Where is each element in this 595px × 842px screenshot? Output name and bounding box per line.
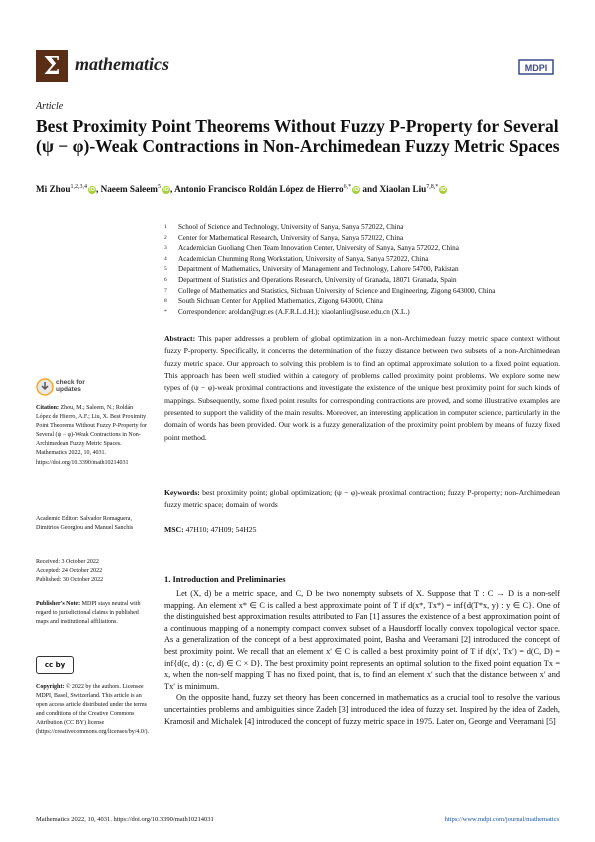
copyright-text: © 2022 by the authors. Licensee MDPI, Basel, Switzerland. This article is an open access article distributed under the terms and conditions of the Creative Commons Attribution (CC BY) license (https://creativecommons.org/licenses/by/4.0/). [36,684,150,736]
keywords-label: Keywords: [164,488,200,497]
journal-name: mathematics [75,54,169,74]
affil-text: Correspondence: aroldan@ugr.es (A.F.R.L.d.H.); xiaolanliu@suse.edu.cn (X.L.) [178,307,410,316]
author-name[interactable]: Antonio Francisco Roldán López de Hierro [174,184,344,195]
updates-line2: updates [56,386,81,393]
abstract [164,333,560,444]
affil-text: Academician Chunming Rong Workstation, University of Sanya, Sanya 572022, China [178,254,429,263]
section-body [164,588,560,727]
msc-codes [164,525,256,534]
orcid-icon[interactable]: iD [89,186,95,193]
copyright-label: Copyright: [36,684,65,690]
dates [36,558,148,585]
affil-text: College of Mathematics and Statistics, Sichuan University of Science and Engineering, Zigong 643000, China [178,286,496,295]
keywords-text: best proximity point; global optimization; (ψ − φ)-weak proximal contraction; fuzzy P-property; non-Archimedean fuzzy metric space; domain of words [164,488,561,510]
publisher-note [36,600,148,627]
journal-logo: Σ [36,50,68,82]
updates-line1: check for [56,379,85,386]
affil-text: Department of Mathematics, University of Management and Technology, Lahore 54700, Pakistan [178,265,459,274]
affil-num: 2 [164,234,167,241]
accepted-date: Accepted: 24 October 2022 [36,568,103,575]
author-affil: 5 [157,184,161,190]
citation [36,404,148,468]
affil-text: Department of Statistics and Operations Research, University of Granada, 18071 Granada, Spain [178,275,457,284]
keywords [164,487,560,512]
msc-text: 47H10; 47H09; 54H25 [185,525,257,534]
author-affil: 1,2,3,4 [70,184,87,190]
footer-citation: Mathematics 2022, 10, 4031. https://doi.org/10.3390/math10214031 [36,816,214,823]
affil-num: 1 [164,224,167,230]
author-affil: 7,8,* [426,184,439,190]
affil-text: South Sichuan Center for Applied Mathematics, Zigong 643000, China [178,297,383,306]
check-for-updates-button[interactable] [36,376,96,398]
affil-num: 7 [164,287,167,294]
received-date: Received: 3 October 2022 [36,559,99,565]
cc-badge-text: cc by [44,661,66,669]
affiliations [164,222,564,317]
paragraph: Let (X, d) be a metric space, and C, D be two nonempty subsets of X. Suppose that T : C → D is a non-self mapping. An element x* ∈ C is called a best approximate point of T if d(x*, Tx*) = inf{d(T*x, y) : y ∈ C}. One of the distinguished best approximation results attributed to Fan [1] assures the existence of a best approximation point of a continuous mapping of a nonempty compact convex subset of a Hausdorff locally convex topological vector space. As a generalization of the concept of a best approximated point, Basha and Veeramani [2] introduced the concept of best proximity point. We recall that an element x′ ∈ C is called a best proximity point of T if d(x′, Tx′) = d(C, D) = inf{d(c, d) : (c, d) ∈ C × D}. The best proximity point represents an optimal solution to the fixed point equation Tx = x, when the non-self mapping T has no fixed point, that is, to find an element x′ such that the distance between x′ and Tx′ is minimum. [164,589,560,691]
orcid-icon[interactable]: iD [440,186,447,193]
affil-num: 4 [164,255,167,262]
affil-text: Center for Mathematical Research, University of Sanya, Sanya 572022, China [178,233,404,242]
cc-license-badge[interactable] [36,656,74,674]
orcid-icon[interactable]: iD [163,186,169,193]
publisher-name: MDPI [524,63,548,73]
publisher-note-label: Publisher's Note: [36,601,81,607]
copyright [36,683,148,738]
author-name[interactable]: and Xiaolan Liu [362,184,427,195]
editor-text: Salvador Romaguera, Dimitrios Georgiou and Manuel Sanchis [36,516,134,532]
author-name[interactable]: Mi Zhou [36,184,71,195]
affil-num: * [164,308,167,315]
published-date: Published: 30 October 2022 [36,577,104,584]
affil-num: 6 [164,276,167,283]
academic-editor [36,515,148,533]
msc-label: MSC: [164,525,184,534]
affil-num: 3 [164,245,167,252]
paper-title: Best Proximity Point Theorems Without Fuzzy P-Property for Several (ψ − φ)-Weak Contractions in Non-Archimedean Fuzzy Metric Spaces [36,116,560,156]
affil-text: School of Science and Technology, University of Sanya, Sanya 572022, China [178,223,404,231]
affil-text: Academician Guoliang Chen Team Innovation Center, University of Sanya, Sanya 572022, China [178,244,459,253]
citation-label: Citation: [36,405,59,411]
editor-label: Academic Editor: [36,516,79,522]
author-affil: 6,* [343,184,352,190]
section-heading: 1. Introduction and Preliminaries [164,574,286,584]
publisher-note-text: MDPI stays neutral with regard to jurisdictional claims in published maps and institutional affiliations. [36,601,141,626]
author-name[interactable]: Naeem Saleem [100,184,158,195]
author-list: Mi Zhou$^{1,2,3,4}$ iD, Naeem Saleem$^5$ iD, Antonio Francisco Roldán López de Hierro$^{6,*}$ iD and Xiaolan Liu$^{7,8,*}$ iD [36,184,447,195]
abstract-text: This paper addresses a problem of global optimization in a non-Archimedean fuzzy metric space context without fuzzy P-property. Specifically, it concerns the determination of the fuzzy distance between two subsets of a non-Archimedean fuzzy metric space. Our approach to solving this problem is to find an optimal approximate solution to a fixed point equation. This approach has been well studied within a category of problems called proximity point problems. We explore some new types of (ψ − φ)-weak proximal contractions and investigate the existence of the unique best proximity point for such kinds of mappings. Subsequently, some fixed point results for corresponding contractions are proved, and some illustrative examples are presented to support the validity of the main results. Moreover, an interesting application in computer science, particularly in the domain of words has been provided. Our work is a fuzzy generalization of the proximity point problem by means of fuzzy fixed point method. [164,334,560,442]
affil-num: 5 [164,266,167,273]
paragraph: On the opposite hand, fuzzy set theory has been concerned in mathematics as a crucial tool to resolve the various uncertainties problems and ambiguities since Zadeh [3] introduced the idea of fuzzy set. Inspired by the idea of Zadeh, Kramosil and Michalek [4] introduced the concept of fuzzy metric space in 1975. Later on, George and Veeramani [5] [164,693,560,726]
orcid-icon[interactable]: iD [353,186,360,193]
affil-num: 8 [164,298,167,305]
abstract-label: Abstract: [164,334,196,343]
citation-text: Zhou, M.; Saleem, N.; Roldán López de Hierro, A.F.; Liu, X. Best Proximity Point Theorems Without Fuzzy P-Property for Several (ψ − φ)-Weak Contractions in Non-Archimedean Fuzzy Metric Spaces. Mathematics 2022, 10, 4031. https://doi.org/10.3390/math10214031 [36,405,148,466]
footer-journal-link[interactable]: https://www.mdpi.com/journal/mathematics [444,816,559,823]
check-updates-icon [36,378,54,396]
mdpi-logo-icon [515,56,557,78]
article-type: Article [36,101,64,112]
